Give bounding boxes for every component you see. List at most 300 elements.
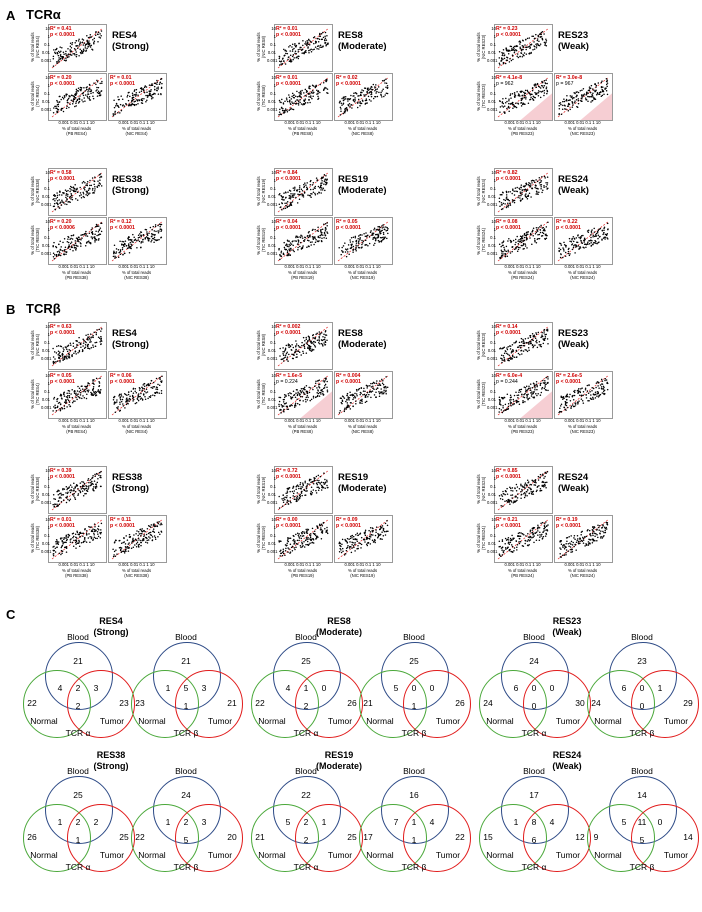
scatter-p-label: p = 967 bbox=[556, 81, 574, 87]
y-tick-labels: 10 1 0.1 0.01 0.001 bbox=[41, 219, 52, 256]
venn-label-tumor: Tumor bbox=[207, 716, 233, 726]
venn-count-normal-tumor: 1 bbox=[75, 835, 81, 845]
x-axis-label: % of total reads (NIC RES38) bbox=[121, 568, 152, 578]
venn-count-blood-tumor: 1 bbox=[657, 683, 663, 693]
x-axis-label: % of total reads (PB RES23) bbox=[507, 424, 538, 434]
venn-diagram-tcra-res19 bbox=[246, 766, 366, 872]
x-tick-labels: 0.001 0.01 0.1 1 10 bbox=[284, 120, 321, 125]
scatter-p-label: p < 0.0001 bbox=[276, 474, 301, 480]
venn-label-chain: TCR α bbox=[521, 728, 547, 738]
venn-count-normal-tumor: 2 bbox=[303, 835, 309, 845]
y-tick-labels: 10 1 0.1 0.01 0.001 bbox=[267, 517, 278, 554]
x-tick-labels: 0.001 0.01 0.1 1 10 bbox=[564, 264, 601, 269]
venn-count-blood-tumor: 2 bbox=[93, 817, 99, 827]
x-tick-labels: 0.001 0.01 0.1 1 10 bbox=[284, 418, 321, 423]
scatter-group-label: RES38 (Strong) bbox=[112, 174, 149, 196]
scatter-r2-label: R² = 0.11 bbox=[110, 517, 132, 523]
venn-count-blood: 21 bbox=[73, 656, 83, 666]
y-axis-label: % of total reads (NIC RES24) bbox=[476, 474, 486, 504]
venn-label-normal: Normal bbox=[138, 716, 166, 726]
y-tick-labels: 10 1 0.1 0.01 0.001 bbox=[267, 324, 278, 361]
venn-count-all: 2 bbox=[75, 817, 81, 827]
scatter-matrix-b-res8 bbox=[248, 322, 391, 435]
x-tick-labels: 0.001 0.01 0.1 1 10 bbox=[118, 264, 155, 269]
scatter-p-label: p < 0.0001 bbox=[110, 225, 135, 231]
venn-count-all: 11 bbox=[637, 817, 647, 827]
y-axis-label: % of total reads (NIC RES24) bbox=[476, 176, 486, 206]
venn-diagram-tcrb-res24 bbox=[582, 766, 702, 872]
venn-diagram-tcra-res8 bbox=[246, 632, 366, 738]
venn-label-normal: Normal bbox=[594, 850, 622, 860]
x-tick-labels: 0.001 0.01 0.1 1 10 bbox=[504, 120, 541, 125]
y-axis-label: % of total reads (TIC RES8) bbox=[256, 379, 266, 409]
scatter-r2-label: R² = 0.41 bbox=[50, 26, 72, 32]
scatter-group-label: RES38 (Strong) bbox=[112, 472, 149, 494]
venn-count-blood-tumor: 0 bbox=[321, 683, 327, 693]
scatter-r2-label: R² = 0.14 bbox=[496, 324, 518, 330]
scatter-group-label: RES24 (Weak) bbox=[558, 174, 589, 196]
scatter-group-label: RES23 (Weak) bbox=[558, 328, 589, 350]
venn-label-chain: TCR α bbox=[293, 862, 319, 872]
x-axis-label: % of total reads (NIC RES8) bbox=[347, 424, 378, 434]
venn-label-tumor: Tumor bbox=[435, 850, 461, 860]
x-tick-labels: 0.001 0.01 0.1 1 10 bbox=[58, 264, 95, 269]
scatter-matrix-a-res23 bbox=[468, 24, 611, 137]
y-axis-label: % of total reads (NIC RES38) bbox=[30, 176, 40, 206]
venn-count-blood-tumor: 0 bbox=[429, 683, 435, 693]
venn-label-chain: TCR α bbox=[65, 862, 91, 872]
scatter-r2-label: R² = 0.20 bbox=[50, 75, 72, 81]
venn-diagram-tcra-res4 bbox=[18, 632, 138, 738]
scatter-p-label: p = 0.244 bbox=[496, 379, 518, 385]
scatter-p-label: p < 0.0001 bbox=[556, 379, 581, 385]
scatter-r2-label: R² = 0.72 bbox=[276, 468, 298, 474]
y-tick-labels: 10 1 0.1 0.01 0.001 bbox=[41, 324, 52, 361]
y-tick-labels: 10 1 0.1 0.01 0.001 bbox=[267, 26, 278, 63]
venn-label-normal: Normal bbox=[30, 716, 58, 726]
venn-diagram-tcra-res23 bbox=[474, 632, 594, 738]
venn-count-normal-tumor: 0 bbox=[531, 701, 537, 711]
scatter-r2-label: R² = 0.85 bbox=[496, 468, 518, 474]
venn-count-blood-normal: 1 bbox=[165, 817, 171, 827]
venn-label-tumor: Tumor bbox=[555, 716, 581, 726]
scatter-p-label: p < 0.0001 bbox=[496, 225, 521, 231]
venn-diagram-tcrb-res19 bbox=[354, 766, 474, 872]
y-axis-label: % of total reads (TIC RES4) bbox=[30, 81, 40, 111]
venn-label-normal: Normal bbox=[486, 850, 514, 860]
venn-count-blood: 22 bbox=[301, 790, 311, 800]
scatter-p-label: p < 0.0001 bbox=[50, 474, 75, 480]
x-axis-label: % of total reads (PB RES38) bbox=[61, 568, 92, 578]
x-axis-label: % of total reads (NIC RES19) bbox=[347, 270, 378, 280]
venn-diagram-tcra-res38 bbox=[18, 766, 138, 872]
scatter-matrix-a-res4 bbox=[22, 24, 165, 137]
y-axis-label: % of total reads (NIC RES23) bbox=[476, 330, 486, 360]
x-axis-label: % of total reads (NIC RES4) bbox=[121, 126, 152, 136]
venn-label-tumor: Tumor bbox=[663, 850, 689, 860]
venn-count-all: 5 bbox=[183, 683, 189, 693]
venn-count-tumor: 25 bbox=[347, 832, 357, 842]
venn-count-all: 2 bbox=[303, 817, 309, 827]
scatter-r2-label: R² = 2.6e-5 bbox=[556, 373, 583, 379]
x-tick-labels: 0.001 0.01 0.1 1 10 bbox=[504, 418, 541, 423]
scatter-p-label: p < 0.0001 bbox=[276, 225, 301, 231]
scatter-r2-label: R² = 0.01 bbox=[276, 75, 298, 81]
scatter-p-label: p < 0.0001 bbox=[336, 523, 361, 529]
venn-count-blood-tumor: 0 bbox=[657, 817, 663, 827]
venn-count-normal: 22 bbox=[135, 832, 145, 842]
venn-count-all: 2 bbox=[75, 683, 81, 693]
venn-diagram-tcrb-res38 bbox=[126, 766, 246, 872]
x-tick-labels: 0.001 0.01 0.1 1 10 bbox=[504, 264, 541, 269]
venn-count-normal: 22 bbox=[255, 698, 265, 708]
y-axis-label: % of total reads (TIC RES8) bbox=[256, 81, 266, 111]
venn-count-tumor: 22 bbox=[455, 832, 465, 842]
venn-count-blood-normal: 6 bbox=[513, 683, 519, 693]
venn-count-normal-tumor: 5 bbox=[639, 835, 645, 845]
scatter-p-label: p < 0.0001 bbox=[336, 225, 361, 231]
venn-label-normal: Normal bbox=[366, 716, 394, 726]
venn-label-chain: TCR β bbox=[629, 728, 655, 738]
scatter-group-label: RES8 (Moderate) bbox=[338, 30, 387, 52]
venn-label-tumor: Tumor bbox=[99, 850, 125, 860]
venn-count-blood-tumor: 4 bbox=[429, 817, 435, 827]
scatter-p-label: p < 0.0001 bbox=[276, 32, 301, 38]
y-axis-label: % of total reads (TIC RES24) bbox=[476, 523, 486, 553]
y-axis-label: % of total reads (TIC RES4) bbox=[30, 379, 40, 409]
venn-label-chain: TCR β bbox=[173, 728, 199, 738]
x-axis-label: % of total reads (PB RES23) bbox=[507, 126, 538, 136]
venn-count-blood: 25 bbox=[301, 656, 311, 666]
y-axis-label: % of total reads (NIC RES19) bbox=[256, 176, 266, 206]
venn-count-normal: 9 bbox=[593, 832, 599, 842]
scatter-r2-label: R² = 0.19 bbox=[556, 517, 578, 523]
x-axis-label: % of total reads (PB RES24) bbox=[507, 270, 538, 280]
scatter-group-label: RES4 (Strong) bbox=[112, 328, 149, 350]
venn-count-blood-normal: 7 bbox=[393, 817, 399, 827]
venn-label-tumor: Tumor bbox=[663, 716, 689, 726]
venn-label-normal: Normal bbox=[258, 716, 286, 726]
scatter-p-label: p < 0.0001 bbox=[110, 523, 135, 529]
x-axis-label: % of total reads (PB RES8) bbox=[287, 126, 318, 136]
y-tick-labels: 10 1 0.1 0.01 0.001 bbox=[267, 170, 278, 207]
scatter-matrix-a-res24 bbox=[468, 168, 611, 281]
scatter-p-label: p < 0.0001 bbox=[50, 523, 75, 529]
scatter-matrix-b-res23 bbox=[468, 322, 611, 435]
scatter-r2-label: R² = 0.06 bbox=[110, 373, 132, 379]
scatter-p-label: p < 0.0001 bbox=[496, 330, 521, 336]
x-tick-labels: 0.001 0.01 0.1 1 10 bbox=[564, 562, 601, 567]
scatter-r2-label: R² = 4.1e-8 bbox=[496, 75, 523, 81]
y-axis-label: % of total reads (NIC RES19) bbox=[256, 474, 266, 504]
scatter-group-label: RES24 (Weak) bbox=[558, 472, 589, 494]
y-tick-labels: 10 1 0.1 0.01 0.001 bbox=[487, 219, 498, 256]
venn-count-all: 8 bbox=[531, 817, 537, 827]
venn-count-normal: 22 bbox=[27, 698, 37, 708]
venn-diagram-tcrb-res23 bbox=[582, 632, 702, 738]
scatter-p-label: p = 962 bbox=[496, 81, 514, 87]
venn-count-blood: 16 bbox=[409, 790, 419, 800]
y-axis-label: % of total reads (NIC RES8) bbox=[256, 32, 266, 62]
x-axis-label: % of total reads (NIC RES8) bbox=[347, 126, 378, 136]
y-tick-labels: 10 1 0.1 0.01 0.001 bbox=[41, 373, 52, 410]
scatter-matrix-b-res4 bbox=[22, 322, 165, 435]
scatter-matrix-b-res38 bbox=[22, 466, 165, 579]
scatter-p-label: p < 0.0001 bbox=[50, 176, 75, 182]
scatter-r2-label: R² = 0.09 bbox=[336, 517, 358, 523]
y-axis-label: % of total reads (TIC RES23) bbox=[476, 379, 486, 409]
venn-label-blood: Blood bbox=[295, 766, 317, 776]
venn-group-title: RES8 (Moderate) bbox=[315, 616, 362, 637]
y-tick-labels: 10 1 0.1 0.01 0.001 bbox=[487, 468, 498, 505]
venn-label-chain: TCR β bbox=[173, 862, 199, 872]
x-axis-label: % of total reads (NIC RES19) bbox=[347, 568, 378, 578]
venn-label-chain: TCR α bbox=[65, 728, 91, 738]
y-tick-labels: 10 1 0.1 0.01 0.001 bbox=[267, 75, 278, 112]
y-tick-labels: 10 1 0.1 0.01 0.001 bbox=[41, 517, 52, 554]
x-axis-label: % of total reads (PB RES19) bbox=[287, 568, 318, 578]
venn-label-blood: Blood bbox=[523, 632, 545, 642]
venn-label-normal: Normal bbox=[138, 850, 166, 860]
scatter-r2-label: R² = 1.6e-5 bbox=[276, 373, 303, 379]
venn-count-tumor: 25 bbox=[119, 832, 129, 842]
venn-count-blood: 25 bbox=[409, 656, 419, 666]
scatter-p-label: p < 0.0006 bbox=[50, 225, 75, 231]
venn-count-blood-normal: 1 bbox=[57, 817, 63, 827]
venn-count-normal: 26 bbox=[27, 832, 37, 842]
y-axis-label: % of total reads (NIC RES4) bbox=[30, 330, 40, 360]
venn-count-normal: 24 bbox=[591, 698, 601, 708]
x-tick-labels: 0.001 0.01 0.1 1 10 bbox=[344, 418, 381, 423]
scatter-r2-label: R² = 0.58 bbox=[50, 170, 72, 176]
x-axis-label: % of total reads (PB RES8) bbox=[287, 424, 318, 434]
scatter-r2-label: R² = 0.02 bbox=[336, 75, 358, 81]
y-tick-labels: 10 1 0.1 0.01 0.001 bbox=[487, 517, 498, 554]
panel-title-b: TCRβ bbox=[26, 301, 61, 316]
venn-label-blood: Blood bbox=[403, 766, 425, 776]
venn-count-normal-tumor: 0 bbox=[639, 701, 645, 711]
x-axis-label: % of total reads (NIC RES23) bbox=[567, 424, 598, 434]
venn-label-blood: Blood bbox=[295, 632, 317, 642]
scatter-r2-label: R² = 0.004 bbox=[336, 373, 361, 379]
venn-count-blood: 17 bbox=[529, 790, 539, 800]
venn-label-normal: Normal bbox=[366, 850, 394, 860]
venn-count-tumor: 26 bbox=[347, 698, 357, 708]
scatter-r2-label: R² = 0.01 bbox=[110, 75, 132, 81]
y-axis-label: % of total reads (TIC RES38) bbox=[30, 523, 40, 553]
venn-count-normal-tumor: 1 bbox=[183, 701, 189, 711]
venn-count-tumor: 30 bbox=[575, 698, 585, 708]
scatter-r2-label: R² = 0.39 bbox=[50, 468, 72, 474]
venn-count-blood-tumor: 1 bbox=[321, 817, 327, 827]
venn-count-blood-normal: 1 bbox=[165, 683, 171, 693]
venn-diagram-tcrb-res4 bbox=[126, 632, 246, 738]
venn-count-blood: 24 bbox=[181, 790, 191, 800]
scatter-group-label: RES4 (Strong) bbox=[112, 30, 149, 52]
y-tick-labels: 10 1 0.1 0.01 0.001 bbox=[267, 219, 278, 256]
y-axis-label: % of total reads (TIC RES19) bbox=[256, 225, 266, 255]
scatter-r2-label: R² = 3.0e-8 bbox=[556, 75, 583, 81]
scatter-r2-label: R² = 6.0e-4 bbox=[496, 373, 523, 379]
scatter-matrix-a-res38 bbox=[22, 168, 165, 281]
venn-group-title: RES24 (Weak) bbox=[552, 750, 582, 771]
venn-count-all: 1 bbox=[303, 683, 309, 693]
venn-label-normal: Normal bbox=[30, 850, 58, 860]
x-tick-labels: 0.001 0.01 0.1 1 10 bbox=[564, 418, 601, 423]
scatter-r2-label: R² = 0.12 bbox=[110, 219, 132, 225]
panel-title-a: TCRα bbox=[26, 7, 61, 22]
x-tick-labels: 0.001 0.01 0.1 1 10 bbox=[118, 418, 155, 423]
venn-count-blood: 14 bbox=[637, 790, 647, 800]
x-axis-label: % of total reads (PB RES38) bbox=[61, 270, 92, 280]
x-axis-label: % of total reads (NIC RES4) bbox=[121, 424, 152, 434]
panel-letter-a: A bbox=[6, 8, 16, 23]
scatter-r2-label: R² = 0.23 bbox=[496, 26, 518, 32]
y-tick-labels: 10 1 0.1 0.01 0.001 bbox=[267, 468, 278, 505]
scatter-matrix-a-res8 bbox=[248, 24, 391, 137]
y-axis-label: % of total reads (TIC RES23) bbox=[476, 81, 486, 111]
venn-count-blood: 25 bbox=[73, 790, 83, 800]
scatter-r2-label: R² = 0.04 bbox=[276, 219, 298, 225]
venn-count-blood-normal: 5 bbox=[285, 817, 291, 827]
x-tick-labels: 0.001 0.01 0.1 1 10 bbox=[118, 120, 155, 125]
venn-count-blood-normal: 5 bbox=[621, 817, 627, 827]
venn-count-normal: 23 bbox=[135, 698, 145, 708]
venn-label-blood: Blood bbox=[175, 766, 197, 776]
venn-count-tumor: 14 bbox=[683, 832, 693, 842]
x-tick-labels: 0.001 0.01 0.1 1 10 bbox=[118, 562, 155, 567]
venn-count-blood-normal: 4 bbox=[57, 683, 63, 693]
venn-label-chain: TCR β bbox=[629, 862, 655, 872]
scatter-p-label: p < 0.0001 bbox=[50, 379, 75, 385]
x-axis-label: % of total reads (PB RES4) bbox=[61, 424, 92, 434]
venn-count-normal-tumor: 5 bbox=[183, 835, 189, 845]
venn-label-normal: Normal bbox=[258, 850, 286, 860]
scatter-p-label: p < 0.0001 bbox=[110, 379, 135, 385]
scatter-r2-label: R² = 0.20 bbox=[50, 219, 72, 225]
venn-count-all: 2 bbox=[183, 817, 189, 827]
scatter-p-label: p < 0.0001 bbox=[276, 330, 301, 336]
x-axis-label: % of total reads (NIC RES23) bbox=[567, 126, 598, 136]
x-tick-labels: 0.001 0.01 0.1 1 10 bbox=[58, 418, 95, 423]
scatter-r2-label: R² = 0.002 bbox=[276, 324, 301, 330]
venn-count-blood-normal: 1 bbox=[513, 817, 519, 827]
venn-count-normal: 21 bbox=[363, 698, 373, 708]
venn-label-blood: Blood bbox=[631, 766, 653, 776]
y-axis-label: % of total reads (TIC RES38) bbox=[30, 225, 40, 255]
scatter-p-label: p < 0.0001 bbox=[556, 225, 581, 231]
y-tick-labels: 10 1 0.1 0.01 0.001 bbox=[41, 75, 52, 112]
venn-count-all: 1 bbox=[411, 817, 417, 827]
x-axis-label: % of total reads (PB RES4) bbox=[61, 126, 92, 136]
y-tick-labels: 10 1 0.1 0.01 0.001 bbox=[487, 75, 498, 112]
venn-count-all: 0 bbox=[639, 683, 645, 693]
venn-group-title: RES38 (Strong) bbox=[93, 750, 129, 771]
x-axis-label: % of total reads (PB RES19) bbox=[287, 270, 318, 280]
scatter-p-label: p < 0.0001 bbox=[50, 32, 75, 38]
venn-count-tumor: 21 bbox=[227, 698, 237, 708]
scatter-p-label: p < 0.0001 bbox=[496, 32, 521, 38]
venn-count-tumor: 20 bbox=[227, 832, 237, 842]
x-tick-labels: 0.001 0.01 0.1 1 10 bbox=[344, 264, 381, 269]
y-axis-label: % of total reads (TIC RES24) bbox=[476, 225, 486, 255]
venn-count-normal: 17 bbox=[363, 832, 373, 842]
y-axis-label: % of total reads (TIC RES19) bbox=[256, 523, 266, 553]
venn-count-blood-normal: 6 bbox=[621, 683, 627, 693]
x-tick-labels: 0.001 0.01 0.1 1 10 bbox=[58, 562, 95, 567]
scatter-p-label: p < 0.0001 bbox=[336, 379, 361, 385]
scatter-group-label: RES23 (Weak) bbox=[558, 30, 589, 52]
venn-label-tumor: Tumor bbox=[435, 716, 461, 726]
x-axis-label: % of total reads (NIC RES38) bbox=[121, 270, 152, 280]
venn-count-normal-tumor: 2 bbox=[75, 701, 81, 711]
venn-count-tumor: 29 bbox=[683, 698, 693, 708]
venn-label-normal: Normal bbox=[594, 716, 622, 726]
x-tick-labels: 0.001 0.01 0.1 1 10 bbox=[344, 120, 381, 125]
venn-label-tumor: Tumor bbox=[327, 850, 353, 860]
scatter-p-label: p < 0.0001 bbox=[496, 523, 521, 529]
y-axis-label: % of total reads (NIC RES38) bbox=[30, 474, 40, 504]
scatter-p-label: p < 0.0001 bbox=[110, 81, 135, 87]
venn-count-all: 0 bbox=[411, 683, 417, 693]
x-axis-label: % of total reads (NIC RES24) bbox=[567, 568, 598, 578]
y-tick-labels: 10 1 0.1 0.01 0.001 bbox=[41, 170, 52, 207]
scatter-r2-label: R² = 0.82 bbox=[496, 170, 518, 176]
panel-letter-b: B bbox=[6, 302, 16, 317]
x-tick-labels: 0.001 0.01 0.1 1 10 bbox=[344, 562, 381, 567]
x-axis-label: % of total reads (PB RES24) bbox=[507, 568, 538, 578]
venn-count-blood-tumor: 0 bbox=[549, 683, 555, 693]
x-tick-labels: 0.001 0.01 0.1 1 10 bbox=[284, 264, 321, 269]
scatter-p-label: p = 0.224 bbox=[276, 379, 298, 385]
y-tick-labels: 10 1 0.1 0.01 0.001 bbox=[41, 26, 52, 63]
venn-label-blood: Blood bbox=[403, 632, 425, 642]
venn-count-normal: 24 bbox=[483, 698, 493, 708]
venn-diagram-tcra-res24 bbox=[474, 766, 594, 872]
scatter-r2-label: R² = 0.05 bbox=[336, 219, 358, 225]
venn-count-tumor: 12 bbox=[575, 832, 585, 842]
venn-group-title: RES23 (Weak) bbox=[552, 616, 582, 637]
venn-group-title: RES4 (Strong) bbox=[93, 616, 129, 637]
y-axis-label: % of total reads (NIC RES23) bbox=[476, 32, 486, 62]
venn-label-tumor: Tumor bbox=[207, 850, 233, 860]
scatter-r2-label: R² = 0.63 bbox=[50, 324, 72, 330]
venn-count-blood-tumor: 4 bbox=[549, 817, 555, 827]
x-tick-labels: 0.001 0.01 0.1 1 10 bbox=[284, 562, 321, 567]
scatter-p-label: p < 0.0001 bbox=[496, 176, 521, 182]
scatter-p-label: p < 0.0001 bbox=[276, 81, 301, 87]
x-axis-label: % of total reads (NIC RES24) bbox=[567, 270, 598, 280]
venn-label-blood: Blood bbox=[67, 766, 89, 776]
venn-diagram-tcrb-res8 bbox=[354, 632, 474, 738]
y-tick-labels: 10 1 0.1 0.01 0.001 bbox=[487, 324, 498, 361]
scatter-r2-label: R² = 0.08 bbox=[496, 219, 518, 225]
venn-label-chain: TCR β bbox=[401, 862, 427, 872]
scatter-matrix-b-res24 bbox=[468, 466, 611, 579]
panel-letter-c: C bbox=[6, 607, 16, 622]
venn-label-chain: TCR α bbox=[293, 728, 319, 738]
venn-count-normal: 15 bbox=[483, 832, 493, 842]
y-axis-label: % of total reads (NIC RES4) bbox=[30, 32, 40, 62]
scatter-r2-label: R² = 0.01 bbox=[50, 517, 72, 523]
venn-count-blood-normal: 5 bbox=[393, 683, 399, 693]
venn-count-normal-tumor: 2 bbox=[303, 701, 309, 711]
scatter-r2-label: R² = 0.00 bbox=[276, 517, 298, 523]
venn-count-blood: 21 bbox=[181, 656, 191, 666]
scatter-p-label: p < 0.0001 bbox=[50, 81, 75, 87]
scatter-r2-label: R² = 0.84 bbox=[276, 170, 298, 176]
x-tick-labels: 0.001 0.01 0.1 1 10 bbox=[504, 562, 541, 567]
